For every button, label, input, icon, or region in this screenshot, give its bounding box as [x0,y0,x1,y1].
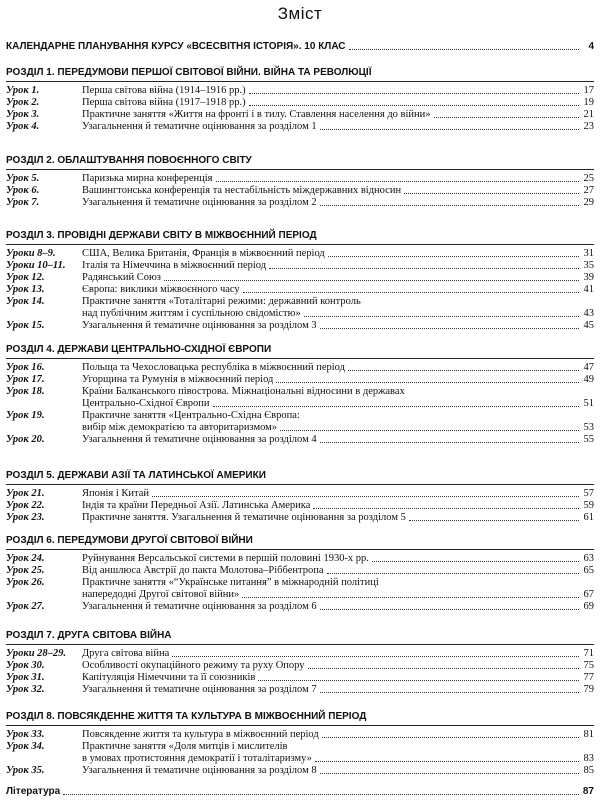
lesson-entry[interactable] [6,660,594,672]
dot-leader [308,667,579,669]
lesson-label: Урок 18. [6,386,45,397]
lesson-label: Урок 1. [6,85,40,96]
calendar-label: КАЛЕНДАРНЕ ПЛАНУВАННЯ КУРСУ «ВСЕСВІТНЯ ІСТОРІЯ». 10 КЛАС [6,41,346,52]
lesson-title: Узагальнення й тематичне оцінювання за розділом 2 [82,197,317,208]
lesson-entry[interactable] [6,589,594,601]
lesson-title: Паризька мирна конференція [82,173,213,184]
lesson-title: Від аншлюса Австрії до пакта Молотова–Ріббентропа [82,565,324,576]
dot-leader [164,279,579,281]
lesson-entry[interactable] [6,753,594,765]
lesson-page: 69 [583,601,594,612]
lesson-label: Урок 7. [6,197,40,208]
lesson-page: 57 [583,488,594,499]
lesson-title: Друга світова війна [82,648,170,659]
lesson-title: Вашингтонська конференція та нестабільність міждержавних відносин [82,185,402,196]
dot-leader [322,736,579,738]
lesson-label: Урок 19. [6,410,45,421]
lesson-label: Урок 14. [6,296,45,307]
lesson-label: Урок 13. [6,284,45,295]
lesson-title: Центрально-Східної Європи [82,398,210,409]
lesson-label: Урок 12. [6,272,45,283]
dot-leader [313,507,579,509]
lesson-title: Руйнування Версальської системи в першій половині 1930-х рр. [82,553,369,564]
lesson-title: Італія та Німеччина в міжвоєнний період [82,260,267,271]
lesson-label: Урок 2. [6,97,40,108]
dot-leader [320,204,579,206]
lesson-page: 35 [583,260,594,271]
dot-leader [280,429,579,431]
lesson-title: Повсякденне життя та культура в міжвоєнний період [82,729,319,740]
lesson-page: 45 [583,320,594,331]
lesson-page: 63 [583,553,594,564]
dot-leader [216,180,580,182]
section-heading[interactable]: РОЗДІЛ 2. ОБЛАШТУВАННЯ ПОВОЄННОГО СВІТУ [6,154,594,170]
lesson-entry[interactable] [6,97,594,109]
dot-leader [213,405,579,407]
dot-leader [258,679,579,681]
lesson-page: 19 [583,97,594,108]
lesson-label: Урок 30. [6,660,45,671]
lesson-label: Урок 26. [6,577,45,588]
lesson-title: Японія і Китай [82,488,150,499]
literature-page: 87 [582,786,594,797]
lesson-entry[interactable] [6,272,594,284]
lesson-entry[interactable] [6,386,594,398]
dot-leader [409,519,579,521]
lesson-label: Урок 6. [6,185,40,196]
lesson-title: в умовах протистояння демократії і тоталітаризму» [82,753,312,764]
dot-leader [304,315,579,317]
lesson-entry[interactable] [6,362,594,374]
dot-leader [269,267,579,269]
lesson-entry[interactable] [6,500,594,512]
lesson-page: 77 [583,672,594,683]
section-heading[interactable]: РОЗДІЛ 6. ПЕРЕДУМОВИ ДРУГОЇ СВІТОВОЇ ВІЙНИ [6,534,594,550]
lesson-page: 61 [583,512,594,523]
lesson-title: Індія та країни Передньої Азії. Латинська Америка [82,500,311,511]
lesson-entry[interactable] [6,85,594,97]
dot-leader [320,327,579,329]
dot-leader [328,255,579,257]
lesson-page: 21 [583,109,594,120]
lesson-page: 67 [583,589,594,600]
dot-leader [327,572,580,574]
lesson-title: Практичне заняття «“Українське питання” в міжнародній політиці [82,577,379,588]
lesson-label: Урок 16. [6,362,45,373]
lesson-title: Перша світова війна (1914–1916 рр.) [82,85,246,96]
dot-leader [315,760,579,762]
lesson-title: Особливості окупаційного режиму та руху Опору [82,660,305,671]
calendar-page: 4 [588,41,594,52]
lesson-entry[interactable] [6,565,594,577]
lesson-title: США, Велика Британія, Франція в міжвоєнний період [82,248,325,259]
lesson-entry[interactable] [6,185,594,197]
lesson-label: Урок 24. [6,553,45,564]
dot-leader [249,92,579,94]
lesson-title: Узагальнення й тематичне оцінювання за розділом 8 [82,765,317,776]
lesson-entry[interactable] [6,320,594,332]
lesson-title: Країни Балканського півострова. Міжнаціональні відносини в державах [82,386,405,397]
lesson-page: 79 [583,684,594,695]
lesson-page: 17 [583,85,594,96]
lesson-label: Урок 4. [6,121,40,132]
lesson-entry[interactable] [6,422,594,434]
lesson-entry[interactable] [6,284,594,296]
lesson-page: 65 [583,565,594,576]
section-heading[interactable]: РОЗДІЛ 1. ПЕРЕДУМОВИ ПЕРШОЇ СВІТОВОЇ ВІЙНИ. ВІЙНА ТА РЕВОЛЮЦІЇ [6,66,594,82]
lesson-label: Урок 33. [6,729,45,740]
lesson-title: Узагальнення й тематичне оцінювання за розділом 6 [82,601,317,612]
lesson-page: 75 [583,660,594,671]
lesson-entry[interactable] [6,488,594,500]
lesson-page: 23 [583,121,594,132]
section-heading[interactable]: РОЗДІЛ 8. ПОВСЯКДЕННЕ ЖИТТЯ ТА КУЛЬТУРА В МІЖВОЄННИЙ ПЕРІОД [6,710,594,726]
lesson-page: 71 [583,648,594,659]
dot-leader [242,596,579,598]
lesson-title: Практичне заняття «Тоталітарні режими: державний контроль [82,296,361,307]
dot-leader [320,441,579,443]
lesson-label: Урок 3. [6,109,40,120]
lesson-entry[interactable] [6,197,594,209]
lesson-entry[interactable] [6,741,594,753]
section-heading[interactable]: РОЗДІЛ 4. ДЕРЖАВИ ЦЕНТРАЛЬНО-СХІДНОЇ ЄВРОПИ [6,343,594,359]
lesson-title: Практичне заняття «Доля митців і мислителів [82,741,288,752]
lesson-title: Польща та Чехословацька республіка в міжвоєнний період [82,362,345,373]
lesson-page: 25 [583,173,594,184]
lesson-entry[interactable] [6,121,594,133]
lesson-title: Практичне заняття. Узагальнення й тематичне оцінювання за розділом 5 [82,512,406,523]
lesson-title: напередодні Другої світової війни» [82,589,240,600]
lesson-title: Практичне заняття «Центрально-Східна Європа: [82,410,300,421]
lesson-label: Урок 20. [6,434,45,445]
section-heading[interactable]: РОЗДІЛ 5. ДЕРЖАВИ АЗІЇ ТА ЛАТИНСЬКОЇ АМЕРИКИ [6,469,594,485]
lesson-entry[interactable] [6,374,594,386]
lesson-page: 47 [583,362,594,373]
lesson-entry[interactable] [6,512,594,524]
lesson-entry[interactable] [6,729,594,741]
lesson-page: 41 [583,284,594,295]
dot-leader [349,48,579,50]
lesson-entry[interactable] [6,260,594,272]
dot-leader [348,369,579,371]
lesson-page: 31 [583,248,594,259]
lesson-label: Урок 35. [6,765,45,776]
lesson-page: 39 [583,272,594,283]
dot-leader [172,655,579,657]
lesson-entry[interactable] [6,765,594,777]
lesson-page: 83 [583,753,594,764]
lesson-page: 51 [583,398,594,409]
lesson-label: Урок 27. [6,601,45,612]
lesson-page: 49 [583,374,594,385]
lesson-label: Урок 15. [6,320,45,331]
lesson-entry[interactable] [6,601,594,613]
lesson-label: Урок 22. [6,500,45,511]
dot-leader [434,116,579,118]
lesson-title: Угорщина та Румунія в міжвоєнний період [82,374,274,385]
lesson-page: 55 [583,434,594,445]
lesson-entry[interactable] [6,577,594,589]
lesson-title: вибір між демократією та авторитаризмом» [82,422,278,433]
lesson-entry[interactable] [6,296,594,308]
page-title: Зміст [277,4,323,23]
lesson-label: Урок 31. [6,672,45,683]
lesson-title: Перша світова війна (1917–1918 рр.) [82,97,246,108]
lesson-page: 27 [583,185,594,196]
lesson-entry[interactable] [6,648,594,660]
lesson-entry[interactable] [6,173,594,185]
lesson-entry[interactable] [6,672,594,684]
lesson-page: 53 [583,422,594,433]
lesson-label: Урок 23. [6,512,45,523]
lesson-title: над публічним життям і суспільною свідомістю» [82,308,301,319]
lesson-label: Уроки 10–11. [6,260,66,271]
dot-leader [320,128,579,130]
lesson-entry[interactable] [6,410,594,422]
dot-leader [404,192,579,194]
lesson-label: Урок 21. [6,488,45,499]
calendar-entry[interactable] [6,41,594,53]
literature-entry[interactable] [6,786,594,798]
lesson-page: 85 [583,765,594,776]
lesson-page: 59 [583,500,594,511]
lesson-title: Радянський Союз [82,272,161,283]
lesson-title: Узагальнення й тематичне оцінювання за розділом 7 [82,684,317,695]
lesson-title: Практичне заняття «Життя на фронті і в тилу. Ставлення населення до війни» [82,109,431,120]
dot-leader [152,495,579,497]
lesson-label: Урок 34. [6,741,45,752]
lesson-label: Урок 32. [6,684,45,695]
dot-leader [276,381,579,383]
section-heading[interactable]: РОЗДІЛ 3. ПРОВІДНІ ДЕРЖАВИ СВІТУ В МІЖВОЄННИЙ ПЕРІОД [6,229,594,245]
dot-leader [63,793,579,795]
lesson-label: Урок 25. [6,565,45,576]
lesson-entry[interactable] [6,248,594,260]
dot-leader [249,104,579,106]
lesson-entry[interactable] [6,553,594,565]
dot-leader [243,291,579,293]
lesson-entry[interactable] [6,308,594,320]
lesson-entry[interactable] [6,109,594,121]
lesson-entry[interactable] [6,434,594,446]
lesson-label: Уроки 8–9. [6,248,56,259]
lesson-title: Європа: виклики міжвоєнного часу [82,284,240,295]
lesson-label: Урок 5. [6,173,40,184]
dot-leader [320,691,579,693]
lesson-entry[interactable] [6,684,594,696]
lesson-page: 29 [583,197,594,208]
literature-label: Література [6,786,61,797]
lesson-page: 43 [583,308,594,319]
lesson-page: 81 [583,729,594,740]
dot-leader [320,772,579,774]
dot-leader [372,560,579,562]
lesson-entry[interactable] [6,398,594,410]
lesson-title: Узагальнення й тематичне оцінювання за розділом 3 [82,320,317,331]
lesson-label: Урок 17. [6,374,45,385]
lesson-title: Капітуляція Німеччини та її союзників [82,672,256,683]
lesson-title: Узагальнення й тематичне оцінювання за розділом 1 [82,121,317,132]
section-heading[interactable]: РОЗДІЛ 7. ДРУГА СВІТОВА ВІЙНА [6,629,594,645]
dot-leader [320,608,579,610]
lesson-title: Узагальнення й тематичне оцінювання за розділом 4 [82,434,317,445]
lesson-label: Уроки 28–29. [6,648,67,659]
